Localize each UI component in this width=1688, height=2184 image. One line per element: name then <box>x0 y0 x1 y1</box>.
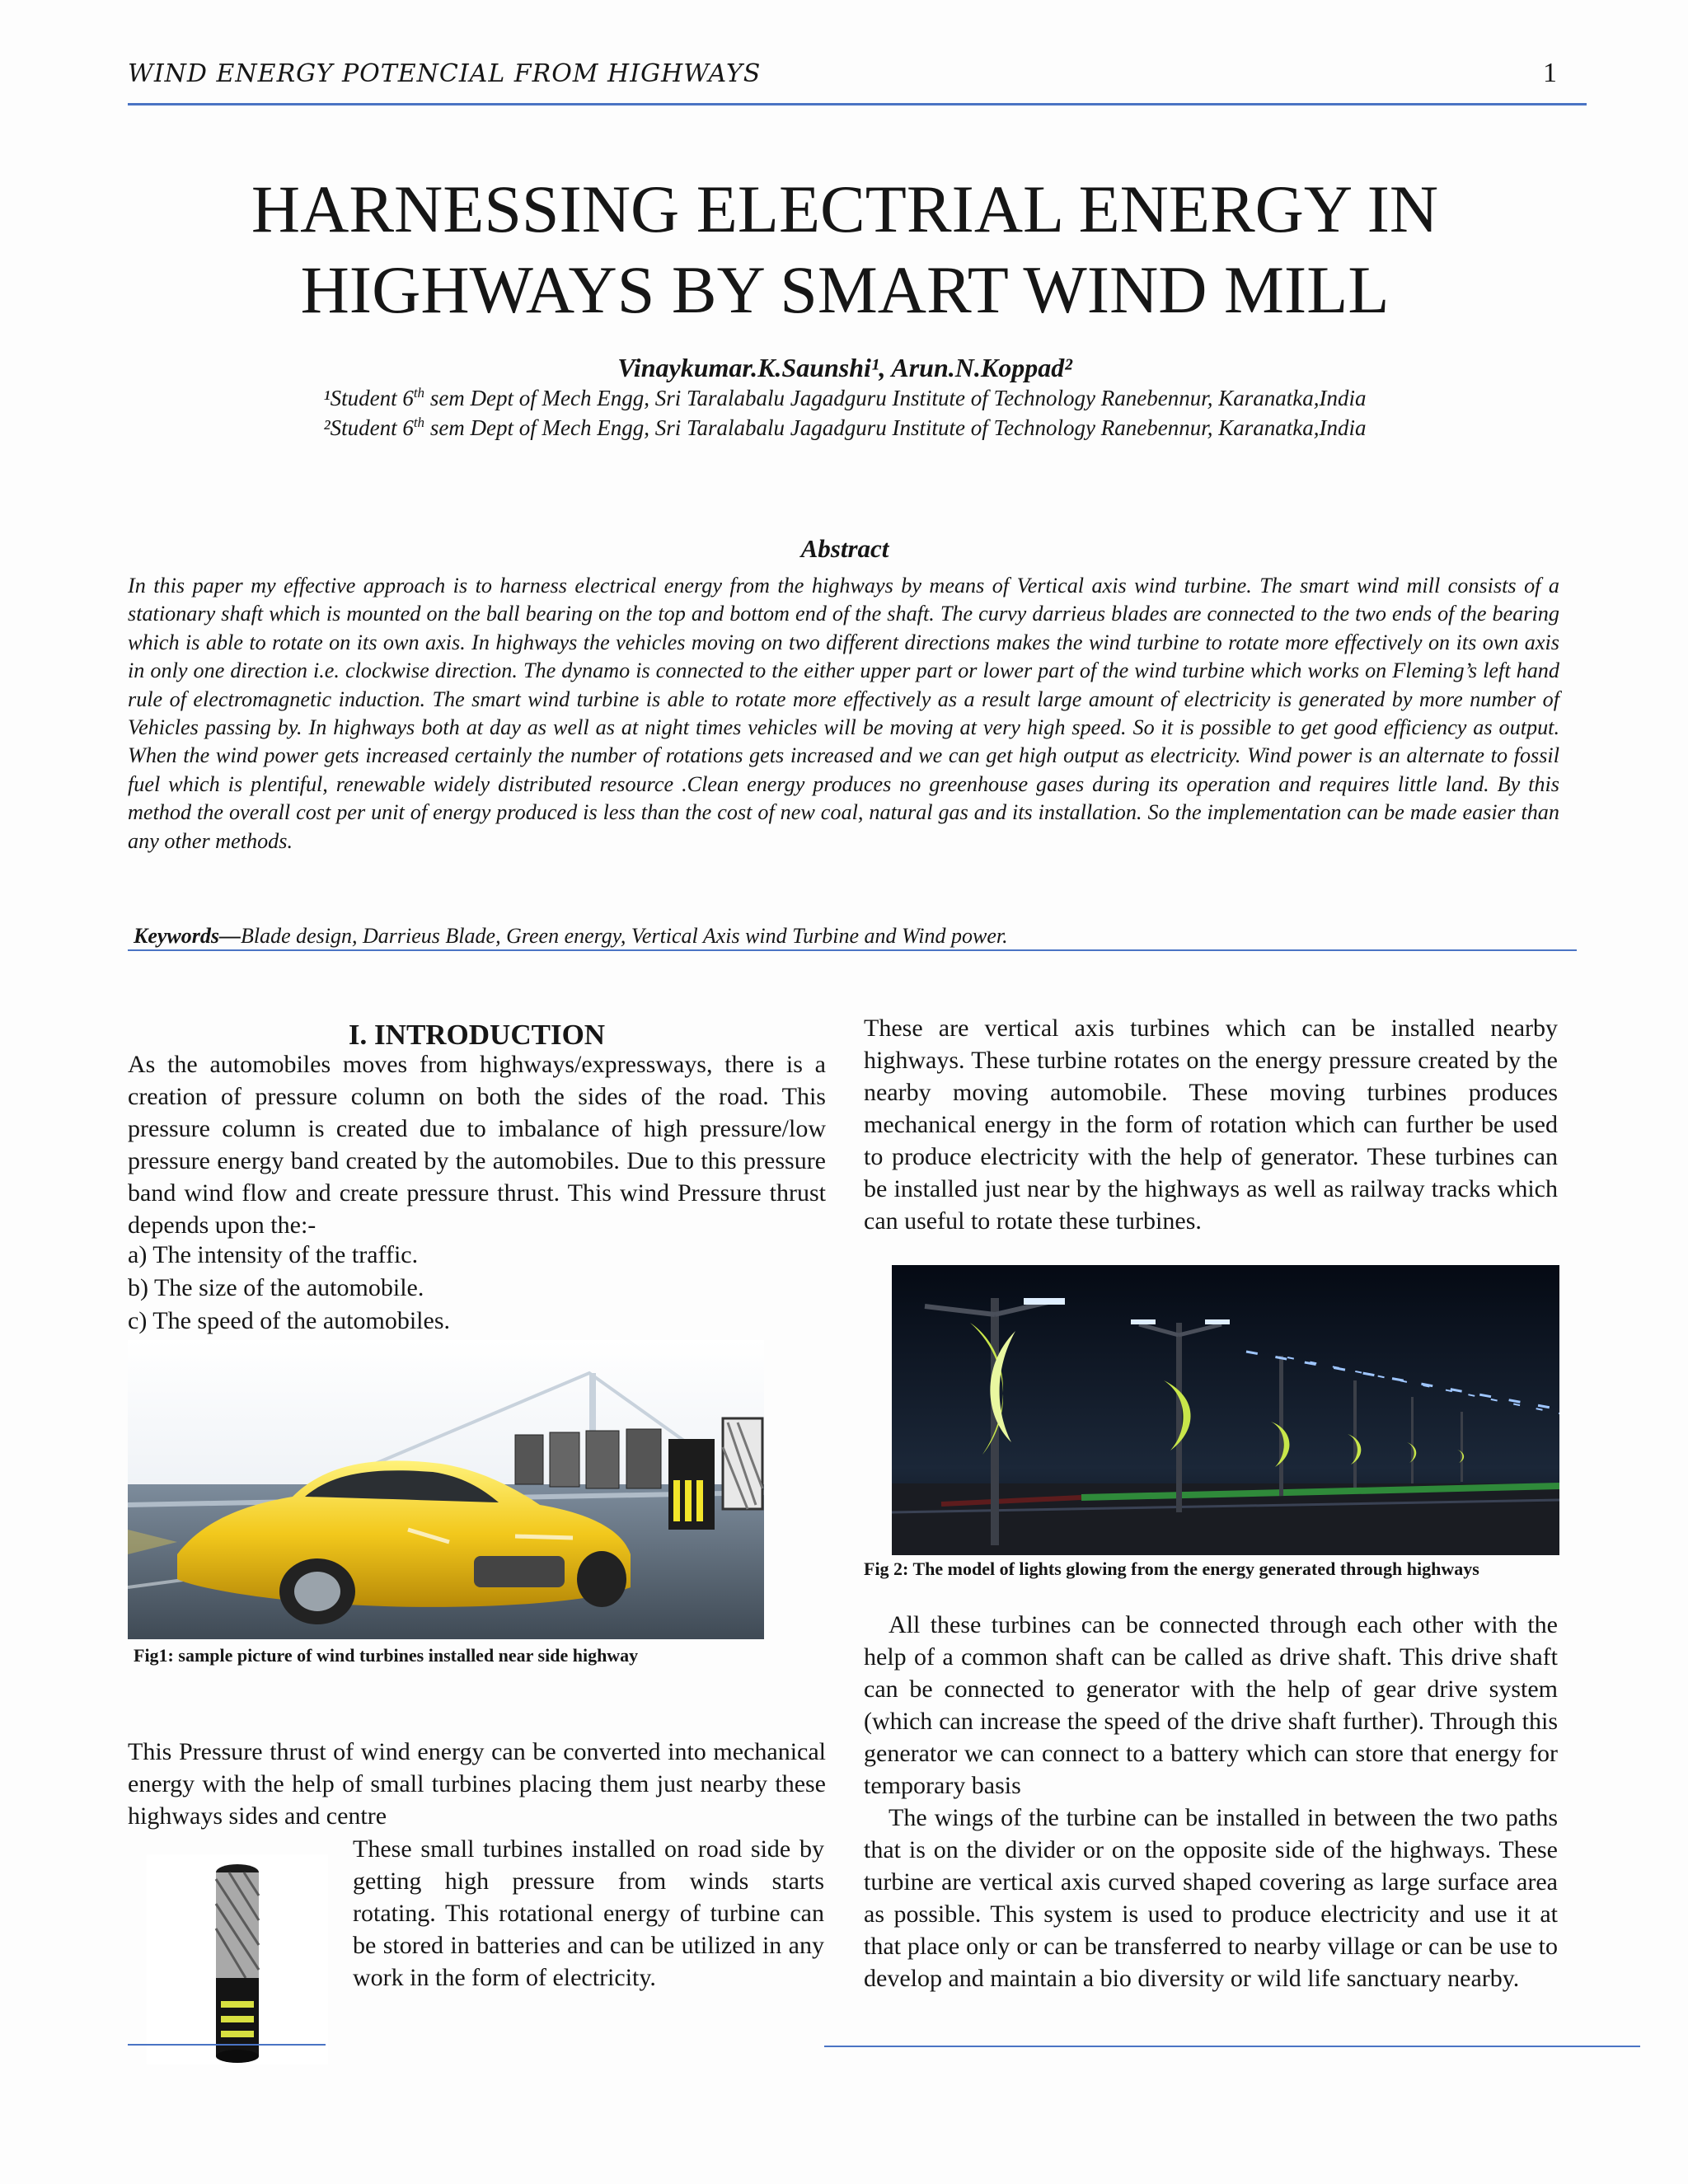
affiliation-1-sup: th <box>413 385 425 401</box>
figure-2-lights-turbines <box>892 1265 1559 1555</box>
figure-1-caption: Fig1: sample picture of wind turbines installed near side highway <box>134 1645 639 1666</box>
right-paragraph-2 <box>864 1609 1558 1994</box>
section-heading-introduction: I. INTRODUCTION <box>348 1019 606 1051</box>
keywords <box>134 924 1008 949</box>
affiliation-1-pre: ¹Student 6 <box>323 386 414 410</box>
affiliation-1 <box>124 386 1566 411</box>
intro-paragraph-3: These small turbines installed on road side by getting high pressure from winds starts rotating. This rotational energy of turbine can be stored in batteries and can be utilized in any work in the form of electricity. <box>353 1835 824 1991</box>
keywords-text: Blade design, Darrieus Blade, Green energy, Vertical Axis wind Turbine and Wind power. <box>241 924 1008 948</box>
title-line-2: HIGHWAYS BY SMART WIND MILL <box>300 252 1390 327</box>
bottom-rule-right <box>824 2046 1640 2047</box>
figure-1-illustration <box>128 1340 764 1639</box>
abstract-body: In this paper my effective approach is to harness electrical energy from the highways by means of Vertical axis wind turbine. The smart wind mill consists of a stationary shaft which is mounted on the ball bearing on the top and bottom end of the shaft. The curvy darrieus blades are connected to the two ends of the bearing which is able to rotate on its own axis. In highways the vehicles moving on two different directions makes the wind turbine to rotate more effectively on its own axis in only one direction i.e. clockwise direction. The dynamo is connected to the either upper part or lower part of the wind turbine which works on Fleming’s left hand rule of electromagnetic induction. The smart wind turbine is able to rotate more effectively as a result large amount of electricity is generated by more number of Vehicles passing by. In highways both at day as well as at night times vehicles will be moving at very high speed. So it is possible to get good efficiency as output. When the wind power gets increased certainly the number of rotations gets increased and we can get high output as electricity. Wind power is an alternate to fossil fuel which is plentiful, renewable widely distributed resource .Clean energy produces no greenhouse gases during its operation and requires little land. By this method the overall cost per unit of energy produced is less than the cost of new coal, natural gas and its installation. So the implementation can be made easier than any other methods. <box>128 574 1559 853</box>
right-paragraph-1: These are vertical axis turbines which can be installed nearby highways. These turbine rotates on the energy pressure created by the nearby moving automobile. These moving turbines produces mechanical energy in the form of rotation which can further be used to produce electricity with the help of generator. These turbines can be installed just near by the highways as well as railway tracks which can useful to rotate these turbines. <box>864 1015 1558 1235</box>
affiliation-2-sup: th <box>413 415 425 430</box>
bottom-rule-left <box>128 2044 326 2046</box>
small-turbine-illustration <box>147 1854 328 2064</box>
paper-title <box>165 169 1525 330</box>
title-line-1: HARNESSING ELECTRIAL ENERGY IN <box>251 171 1439 246</box>
page-number: 1 <box>1543 58 1557 88</box>
affiliation-2-post: sem Dept of Mech Engg, Sri Taralabalu Jagadguru Institute of Technology Ranebennur, Karanatka,India <box>424 415 1367 440</box>
authors: Vinaykumar.K.Saunshi¹, Arun.N.Koppad² <box>617 353 1072 382</box>
intro-paragraph-2: This Pressure thrust of wind energy can be converted into mechanical energy with the help of small turbines placing them just nearby these highways sides and centre <box>128 1738 826 1830</box>
list-item-size: b) The size of the automobile. <box>128 1274 424 1301</box>
affiliation-1-post: sem Dept of Mech Engg, Sri Taralabalu Jagadguru Institute of Technology Ranebennur, Karanatka,India <box>424 386 1367 410</box>
small-turbine-image <box>147 1854 328 2064</box>
intro-paragraph-1: As the automobiles moves from highways/expressways, there is a creation of pressure column on both the sides of the road. This pressure column is created due to imbalance of high pressure/low pressure energy band created by the automobiles. Due to this pressure band wind flow and create pressure thrust. This wind Pressure thrust depends upon the:- <box>128 1051 826 1239</box>
figure-1-car-turbines <box>128 1340 764 1639</box>
abstract-heading: Abstract <box>800 534 889 563</box>
running-head: WIND ENERGY POTENCIAL FROM HIGHWAYS <box>128 59 762 88</box>
affiliation-2-pre: ²Student 6 <box>323 415 414 440</box>
figure-2-caption: Fig 2: The model of lights glowing from the energy generated through highways <box>864 1558 1479 1579</box>
keywords-rule <box>128 949 1577 951</box>
figure-2-illustration <box>892 1265 1559 1555</box>
keywords-dash: — <box>219 924 241 948</box>
affiliation-2 <box>124 415 1566 441</box>
header-rule <box>128 103 1587 105</box>
keywords-label: Keywords <box>134 924 219 948</box>
list-item-speed: c) The speed of the automobiles. <box>128 1307 450 1334</box>
right-paragraph-2-text: All these turbines can be connected through each other with the help of a common shaft can be called as drive shaft. This drive shaft can be connected to generator with the help of gear drive system (which can increase the speed of the drive shaft further). Through this generator we can connect to a battery which can store that energy for temporary basis <box>864 1611 1558 1799</box>
list-item-traffic: a) The intensity of the traffic. <box>128 1241 419 1268</box>
right-paragraph-3-text: The wings of the turbine can be installed in between the two paths that is on the divider or on the opposite side of the highways. These turbine are vertical axis curved shaped covering as large surface area as possible. This system is used to produce electricity and use it at that place only or can be transferred to nearby village or can be use to develop and maintain a bio diversity or wild life sanctuary nearby. <box>864 1804 1558 1992</box>
